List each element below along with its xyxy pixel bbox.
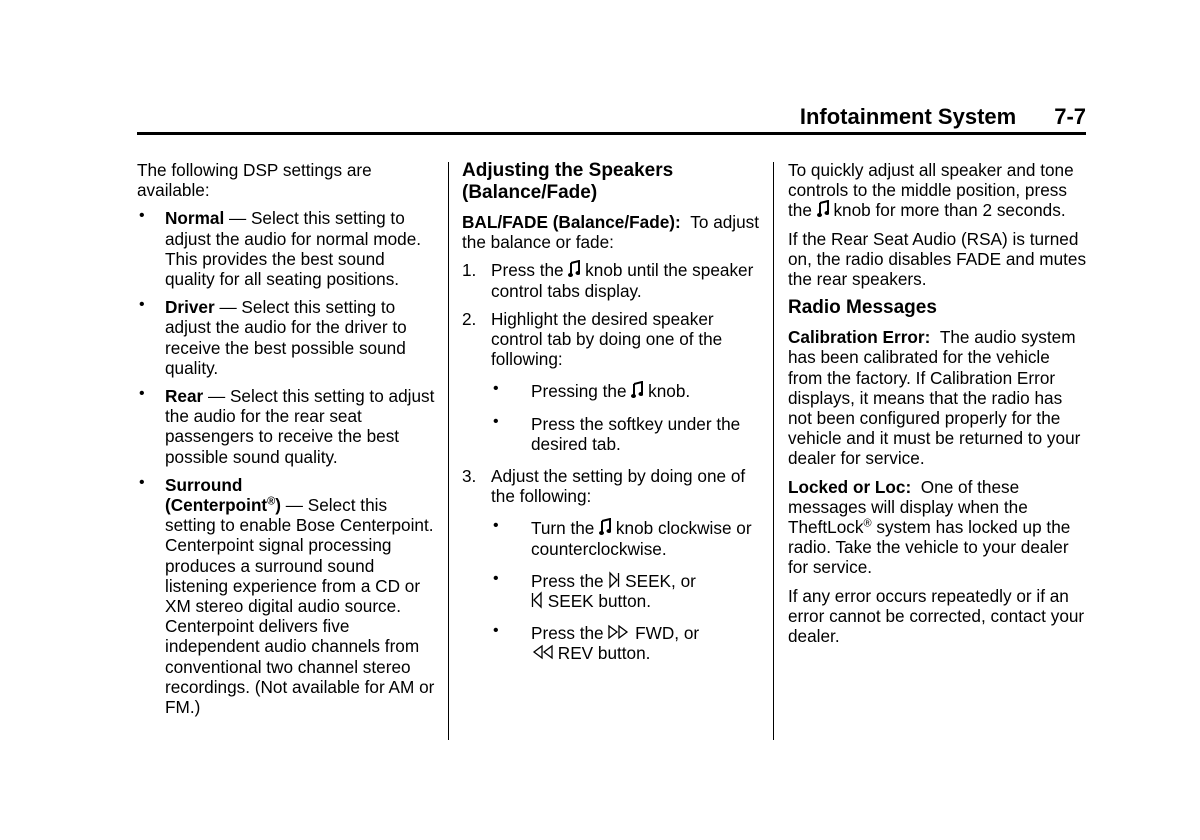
sub-list xyxy=(491,518,762,663)
column-2 xyxy=(462,160,762,676)
page-number: 7-7 xyxy=(1054,104,1086,129)
desc: — Select this setting to adjust the audio for normal mode. This provides the best sound quality for all seating positions. xyxy=(165,208,422,290)
list-item: • Pressing the knob. xyxy=(491,381,762,401)
paragraph: If the Rear Seat Audio (RSA) is turned on, the radio disables FADE and mutes the rear speakers. xyxy=(788,228,1087,290)
list-item xyxy=(137,386,437,467)
term: Surround xyxy=(165,474,243,495)
lead-paragraph: BAL/FADE (Balance/Fade): To adjust the balance or fade: xyxy=(462,212,760,253)
section-title: Infotainment System xyxy=(799,104,1017,129)
list-item: 2. Highlight the desired speaker control tab by doing one of the following: • Pressing the knob. • Press the softkey under the desired tab. xyxy=(462,309,762,454)
music-note-knob-icon xyxy=(568,260,580,278)
list-item: • Press the FWD, or REV button. xyxy=(491,623,762,663)
steps-list xyxy=(462,260,762,663)
list-item xyxy=(137,208,437,289)
column-divider xyxy=(773,162,774,740)
list-item: • Press the softkey under the desired tab. xyxy=(491,414,762,454)
desc: — Select this setting to adjust the audio for the rear seat passengers to receive the best possible sound quality. xyxy=(165,386,435,467)
list-item: • Turn the knob clockwise or counterclockwise. xyxy=(491,518,762,558)
column-divider xyxy=(448,162,449,740)
desc: — Select this setting to adjust the audio for the driver to receive the best possible sound quality. xyxy=(165,297,407,378)
column-3 xyxy=(788,160,1088,654)
fast-forward-icon xyxy=(608,623,630,641)
dsp-intro: The following DSP settings are available: xyxy=(137,160,372,201)
dsp-settings-list xyxy=(137,208,437,717)
term: Driver xyxy=(165,297,215,318)
seek-forward-icon xyxy=(608,571,620,589)
sub-list xyxy=(491,381,762,454)
list-item xyxy=(137,297,437,378)
seek-back-icon xyxy=(531,591,543,609)
term: Rear xyxy=(165,386,204,407)
section-heading: Radio Messages xyxy=(788,297,937,319)
music-note-knob-icon xyxy=(631,381,643,399)
section-heading: Adjusting the Speakers (Balance/Fade) xyxy=(462,160,674,203)
list-item: 3. Adjust the setting by doing one of the following: • Turn the knob clockwise or counterclockwise. • Press the SEEK, or SEEK button. • Press the FWD, or REV button. xyxy=(462,466,762,664)
column-1 xyxy=(137,160,437,725)
paragraph: To quickly adjust all speaker and tone controls to the middle position, press the knob for more than 2 seconds. xyxy=(788,160,1074,221)
page-header xyxy=(137,100,1086,135)
paragraph: Calibration Error: The audio system has been calibrated for the vehicle from the factory. If Calibration Error displays, it means that the radio has not been configured properly for the vehicle and it must be returned to your dealer for service. xyxy=(788,327,1081,469)
paragraph: Locked or Loc: One of these messages will display when the TheftLock® system has locked up the radio. Take the vehicle to your dealer for service. xyxy=(788,476,1071,578)
term: Normal xyxy=(165,208,225,229)
list-item xyxy=(137,475,437,717)
list-item: • Press the SEEK, or SEEK button. xyxy=(491,571,762,611)
desc: — Select this setting to enable Bose Centerpoint. Centerpoint signal processing produces a surround sound listening experience from a CD or XM stereo digital audio source. Centerpoint delivers five independent audio channels from conventional two channel stereo recordings. (Not available for AM or FM.) xyxy=(165,495,435,718)
paragraph: If any error occurs repeatedly or if an error cannot be corrected, contact your dealer. xyxy=(788,585,1085,647)
term-2: (Centerpoint®) xyxy=(165,495,282,516)
rewind-icon xyxy=(531,643,553,661)
list-item: 1. Press the knob until the speaker control tabs display. xyxy=(462,260,754,301)
music-note-knob-icon xyxy=(817,200,829,218)
music-note-knob-icon xyxy=(599,518,611,536)
